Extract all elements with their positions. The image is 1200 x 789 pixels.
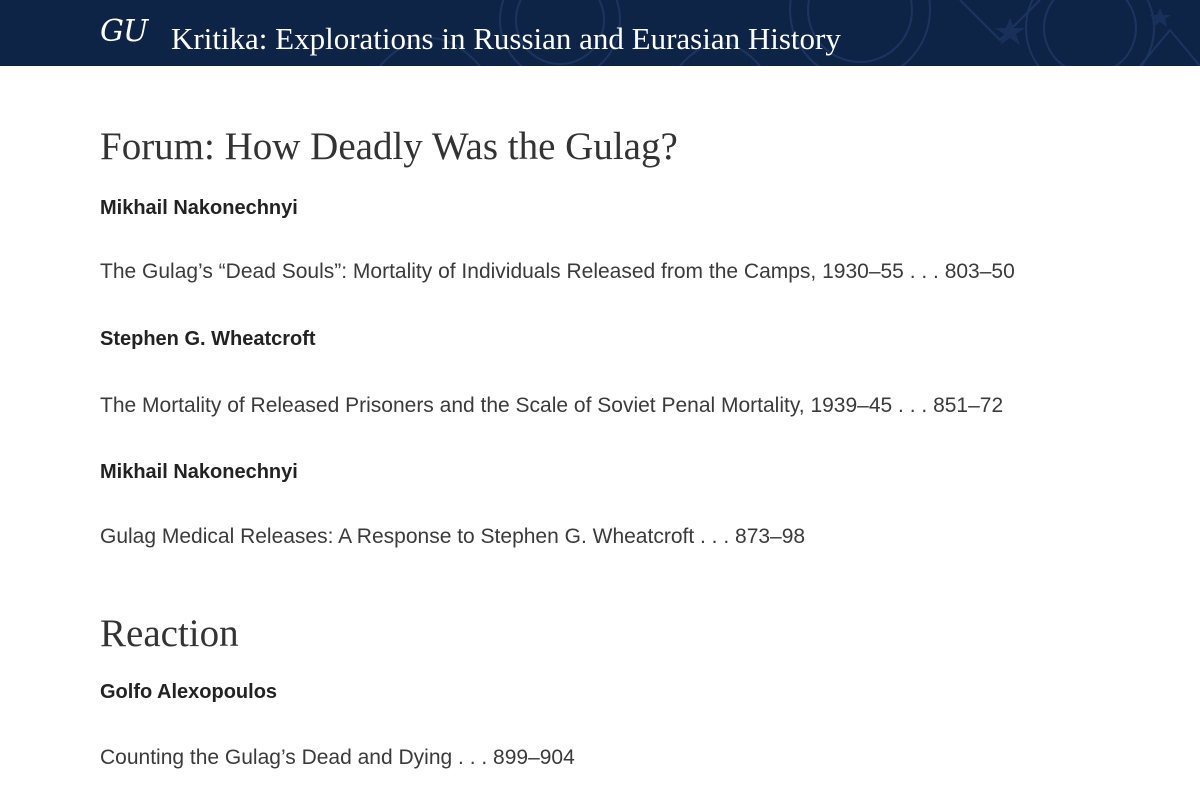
page-range: 873–98 — [735, 525, 806, 548]
section-heading-reaction: Reaction — [100, 612, 239, 655]
article-entry[interactable] — [100, 392, 1003, 420]
page-range: 851–72 — [933, 394, 1004, 417]
page-separator: . . . — [903, 260, 945, 283]
page-separator: . . . — [452, 746, 494, 769]
gu-logo[interactable]: GU — [100, 14, 148, 49]
page-separator: . . . — [892, 394, 934, 417]
page-range: 803–50 — [944, 260, 1015, 283]
page-separator: . . . — [694, 525, 736, 548]
article-title[interactable]: Gulag Medical Releases: A Response to Stephen G. Wheatcroft — [100, 525, 695, 548]
article-entry[interactable] — [100, 744, 575, 772]
author-name: Stephen G. Wheatcroft — [100, 328, 316, 350]
author-name: Mikhail Nakonechnyi — [100, 461, 298, 483]
article-title[interactable]: Counting the Gulag’s Dead and Dying — [100, 746, 453, 769]
site-header — [0, 0, 1200, 66]
page-range: 899–904 — [493, 746, 575, 769]
author-name: Golfo Alexopoulos — [100, 681, 278, 703]
author-name: Mikhail Nakonechnyi — [100, 197, 298, 219]
article-entry[interactable] — [100, 258, 1015, 286]
article-entry[interactable] — [100, 523, 805, 551]
section-heading-forum: Forum: How Deadly Was the Gulag? — [100, 125, 678, 168]
journal-title[interactable]: Kritika: Explorations in Russian and Eurasian History — [171, 21, 841, 56]
article-title[interactable]: The Mortality of Released Prisoners and the Scale of Soviet Penal Mortality, 1939–45 — [100, 394, 893, 417]
article-title[interactable]: The Gulag’s “Dead Souls”: Mortality of Individuals Released from the Camps, 1930–55 — [100, 260, 904, 283]
